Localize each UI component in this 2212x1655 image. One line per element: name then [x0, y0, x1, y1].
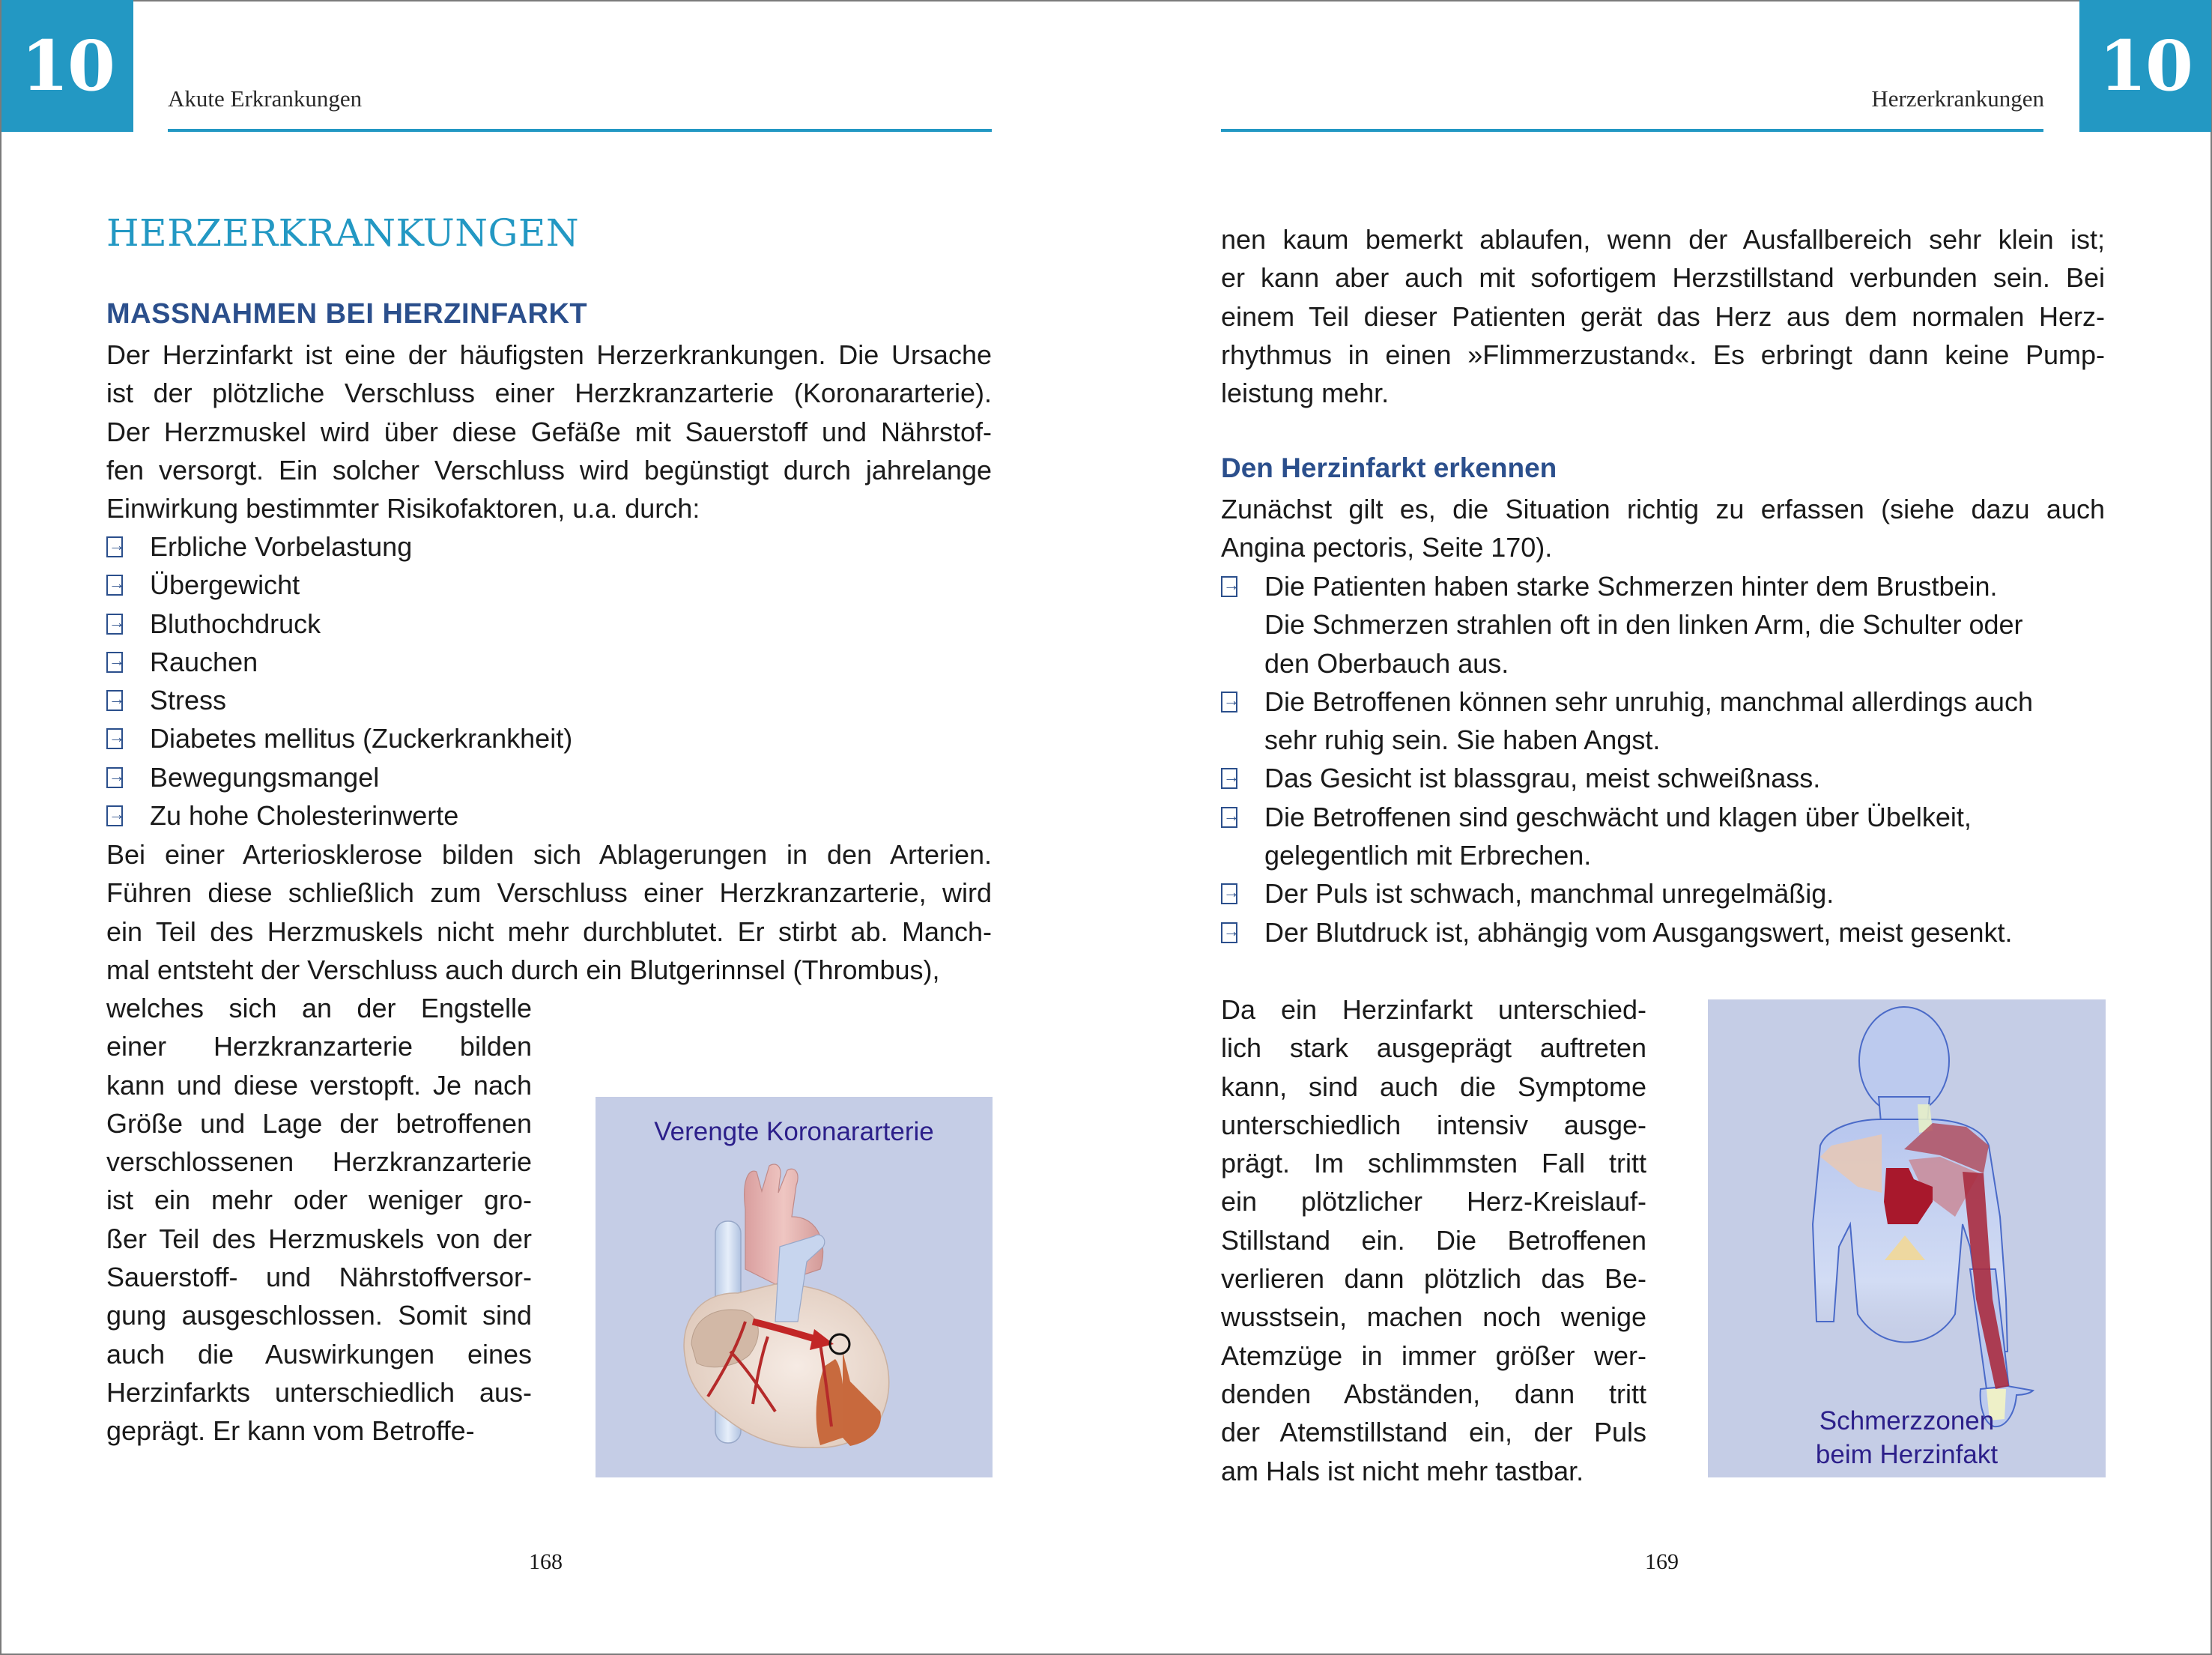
list-item	[106, 719, 992, 757]
header-rule	[1221, 129, 2043, 132]
continuation-paragraph	[1221, 220, 2105, 412]
running-head: Herzerkrankungen	[1871, 85, 2044, 112]
list-item	[106, 758, 992, 796]
header-rule	[168, 129, 992, 132]
text-line: am Hals ist nicht mehr tastbar.	[1221, 1455, 1584, 1486]
list-item	[1221, 567, 2105, 683]
heart-illustration	[596, 1097, 993, 1477]
text-line: Sauerstoff- und Nährstoffversor-	[106, 1262, 532, 1293]
text-line: ist ein mehr oder weniger gro-	[106, 1184, 532, 1216]
text-line: Größe und Lage der betroffenen	[106, 1107, 532, 1139]
list-item-text: gelegentlich mit Erbrechen.	[1264, 840, 1592, 871]
arrow-box-icon	[1221, 883, 1237, 904]
text-line: kann, sind auch die Symptome	[1221, 1071, 1646, 1102]
text-line: Der Herzmuskel wird über diese Gefäße mit Sauerstoff und Nährstof-	[106, 416, 992, 447]
text-line: der Atemstillstand ein, der Puls	[1221, 1417, 1646, 1448]
text-line: ein Teil des Herzmuskels nicht mehr durchblutet. Er stirbt ab. Manch-	[106, 916, 992, 947]
list-item-text: Die Betroffenen sind geschwächt und klagen über Übelkeit,	[1264, 801, 1972, 832]
text-line: Atemzüge in immer größer wer-	[1221, 1340, 1646, 1371]
text-line: gung ausgeschlossen. Somit sind	[106, 1300, 532, 1331]
arrow-box-icon	[106, 690, 123, 711]
figure-caption-line-2: beim Herzinfakt	[1815, 1440, 1999, 1469]
text-line: Bei einer Arteriosklerose bilden sich Ablagerungen in den Arterien.	[106, 839, 992, 870]
arrow-box-icon	[106, 652, 123, 673]
text-line: welches sich an der Engstelle	[106, 993, 532, 1023]
list-item-text: Zu hohe Cholesterinwerte	[150, 800, 459, 832]
risk-factor-list	[106, 527, 992, 835]
text-line: einer Herzkranzarterie bilden	[106, 1031, 532, 1062]
arrow-box-icon	[106, 536, 123, 557]
arrow-box-icon	[106, 575, 123, 596]
text-line: Führen diese schließlich zum Verschluss einer Herzkranzarterie, wird	[106, 877, 992, 909]
arrow-box-icon	[1221, 922, 1237, 943]
text-line: ein plötzlicher Herz-Kreislauf-	[1221, 1186, 1646, 1217]
arrow-box-icon	[1221, 768, 1237, 789]
arrow-box-icon	[1221, 576, 1237, 597]
list-item	[106, 527, 992, 566]
list-item-text: Bluthochdruck	[150, 608, 321, 639]
text-line: denden Abständen, dann tritt	[1221, 1378, 1646, 1409]
list-item-text: Stress	[150, 685, 227, 716]
arrow-box-icon	[1221, 692, 1237, 712]
text-line: Der Herzinfarkt ist eine der häufigsten Herzerkrankungen. Die Ursache	[106, 339, 992, 370]
arteriosclerosis-paragraph	[106, 835, 992, 989]
list-item-text: Übergewicht	[150, 569, 300, 601]
page-number: 168	[529, 1549, 563, 1574]
list-item-text: Der Puls ist schwach, manchmal unregelmäßig.	[1264, 878, 1834, 910]
figure-caption: Verengte Koronararterie	[654, 1117, 934, 1146]
page-border-top	[0, 0, 2212, 1]
chapter-title: HERZERKRANKUNGEN	[106, 211, 580, 255]
text-line: einem Teil dieser Patienten gerät das Herz aus dem normalen Herz-	[1221, 300, 2105, 332]
list-item	[106, 796, 992, 835]
text-line: unterschiedlich intensiv ausge-	[1221, 1109, 1646, 1140]
list-item	[1221, 874, 2105, 913]
intro-paragraph	[106, 336, 992, 527]
text-line: prägt. Im schlimmsten Fall tritt	[1221, 1148, 1646, 1179]
text-line: nen kaum bemerkt ablaufen, wenn der Ausfallbereich sehr klein ist;	[1221, 224, 2105, 255]
list-item-text: Bewegungsmangel	[150, 761, 380, 793]
text-line: Einwirkung bestimmter Risikofaktoren, u.a. durch:	[106, 493, 700, 524]
list-item	[1221, 759, 2105, 797]
section-heading: MASSNAHMEN BEI HERZINFARKT	[106, 298, 588, 330]
list-item	[1221, 798, 2105, 875]
arrow-box-icon	[106, 767, 123, 788]
text-line: mal entsteht der Verschluss auch durch ein Blutgerinnsel (Thrombus),	[106, 954, 940, 985]
list-item	[106, 605, 992, 643]
text-line: Herzinfarkts unterschiedlich aus-	[106, 1376, 532, 1408]
wrapped-paragraph	[1221, 990, 1646, 1490]
chapter-number-tab: 10	[1, 0, 133, 132]
text-line: wusstsein, machen noch wenige	[1221, 1301, 1646, 1333]
text-line: lich stark ausgeprägt auftreten	[1221, 1032, 1646, 1064]
text-line: leistung mehr.	[1221, 378, 1390, 409]
arrow-box-icon	[1221, 807, 1237, 828]
list-item	[1221, 683, 2105, 760]
running-head: Akute Erkrankungen	[168, 85, 363, 112]
list-item-text: Erbliche Vorbelastung	[150, 531, 413, 562]
arrow-box-icon	[106, 805, 123, 826]
chapter-number-tab: 10	[2079, 0, 2211, 132]
text-line: auch die Auswirkungen eines	[106, 1338, 532, 1370]
list-item-text: Das Gesicht ist blassgrau, meist schweißnass.	[1264, 763, 1821, 794]
text-line: kann und diese verstopft. Je nach	[106, 1069, 532, 1101]
list-item-text: Der Blutdruck ist, abhängig vom Ausgangswert, meist gesenkt.	[1264, 916, 2013, 948]
list-item-text: sehr ruhig sein. Sie haben Angst.	[1264, 724, 1661, 756]
list-item-text: Die Schmerzen strahlen oft in den linken Arm, die Schulter oder	[1264, 609, 2023, 641]
text-line: ist der plötzliche Verschluss einer Herzkranzarterie (Koronararterie).	[106, 378, 992, 409]
figure-caption-line-1: Schmerzzonen	[1819, 1406, 1995, 1435]
list-item-text: den Oberbauch aus.	[1264, 647, 1509, 679]
text-line: Stillstand ein. Die Betroffenen	[1221, 1224, 1646, 1256]
list-item	[106, 681, 992, 719]
page-number: 169	[1645, 1549, 1679, 1574]
list-item-text: Rauchen	[150, 646, 258, 677]
wrapped-paragraph	[106, 989, 532, 1450]
heart-shape	[684, 1164, 889, 1447]
list-item	[1221, 913, 2105, 951]
subheading-recognize: Den Herzinfarkt erkennen	[1221, 453, 1557, 483]
text-line: Zunächst gilt es, die Situation richtig zu erfassen (siehe dazu auch	[1221, 494, 2105, 524]
text-line: ßer Teil des Herzmuskels von der	[106, 1223, 532, 1254]
text-line: er kann aber auch mit sofortigem Herzstillstand verbunden sein. Bei	[1221, 262, 2105, 294]
arrow-box-icon	[106, 728, 123, 749]
text-line: verlieren dann plötzlich das Be-	[1221, 1263, 1646, 1295]
list-item-text: Die Patienten haben starke Schmerzen hinter dem Brustbein.	[1264, 571, 1998, 602]
figure-coronary-artery	[596, 1097, 993, 1477]
text-line: rhythmus in einen »Flimmerzustand«. Es erbringt dann keine Pump-	[1221, 339, 2105, 370]
text-line: Angina pectoris, Seite 170).	[1221, 532, 1553, 563]
arrow-box-icon	[106, 614, 123, 635]
symptom-list	[1221, 567, 2105, 951]
text-line: Da ein Herzinfarkt unterschied-	[1221, 994, 1646, 1025]
list-item	[106, 566, 992, 604]
text-line: verschlossenen Herzkranzarterie	[106, 1146, 532, 1178]
page-border-left	[0, 0, 1, 1655]
text-line: fen versorgt. Ein solcher Verschluss wird begünstigt durch jahrelange	[106, 454, 992, 485]
list-item	[106, 643, 992, 681]
recognize-intro-paragraph	[1221, 490, 2105, 567]
list-item-text: Diabetes mellitus (Zuckerkrankheit)	[150, 723, 573, 754]
list-item-text: Die Betroffenen können sehr unruhig, manchmal allerdings auch	[1264, 686, 2033, 717]
text-line: geprägt. Er kann vom Betroffe-	[106, 1415, 475, 1447]
figure-pain-zones	[1708, 999, 2106, 1477]
